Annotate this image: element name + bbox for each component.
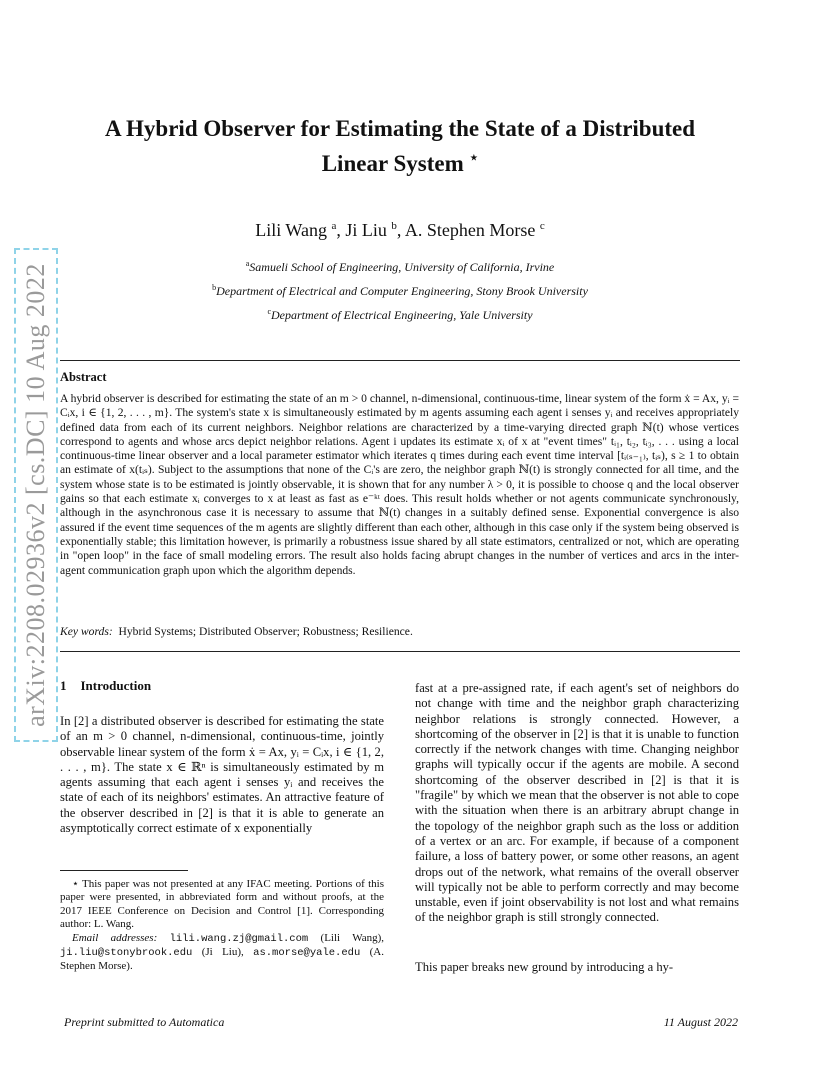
intro-right-column: fast at a pre-assigned rate, if each agent's set of neighbors do not change with time and the neighbor graph characterizing neighbor relations is strongly connected. However, a shortcoming of the observer in [2] is that it is unable to function correctly if the network changes with time. Changing neighbor graphs will typically occur if the agents are mobile. A second shortcoming of the observer described in [2] is that it is "fragile" by which we mean that the observer is not able to cope with the situation when there is an arbitrary abrupt change in the topology of the neighbor graph such as the loss or addition of a vertex or an arc. For example, if because of a component failure, a loss of battery power, or some other reasons, an agent drops out of the network, what remains of the overall observer will typically not be able to perform correctly and may become unstable, even if joint observability is not lost and what remains of the neighbor graph is still strongly connected. — [415, 681, 739, 925]
email-link[interactable]: as.morse@yale.edu — [253, 947, 361, 960]
affiliation-mark: b — [212, 283, 217, 292]
email-link[interactable]: lili.wang.zj@gmail.com — [169, 932, 309, 945]
author-name: Ji Liu — [345, 220, 387, 240]
keywords-label: Key words: — [60, 625, 113, 638]
footer-date: 11 August 2022 — [663, 1015, 738, 1029]
intro-left-column: In [2] a distributed observer is described for estimating the state of an m > 0 channel, n-dimensional, continuous-time, jointly observable linear system of the form ẋ = Ax, yᵢ = Cᵢx, i ∈ {1, 2, . . . , m}. The state x ∈ ℝⁿ is simultaneously estimated by m agents assuming that each agent i senses yᵢ and receives the state of each of its neighbors' estimates. An attractive feature of the observer described in [2] is that it is able to generate an asymptotically correct estimate of x exponentially — [60, 714, 384, 836]
affiliation-text: Department of Electrical Engineering, Yale University — [271, 308, 533, 322]
keywords-text: Hybrid Systems; Distributed Observer; Robustness; Resilience. — [118, 625, 413, 638]
email-label: Email addresses: — [72, 931, 158, 944]
abstract-top-rule — [60, 360, 740, 361]
author-affiliation-mark: c — [539, 220, 545, 232]
affiliation-mark: a — [245, 259, 250, 268]
footnote-mark: ⋆ — [72, 878, 79, 890]
paper-title — [60, 114, 740, 179]
author-affiliation-mark: a — [331, 220, 337, 232]
email-owner: (Ji Liu), — [201, 946, 244, 959]
affiliation — [60, 307, 740, 323]
arxiv-stamp-text: arXiv:2208.02936v2 [cs.DC] 10 Aug 2022 — [21, 263, 50, 727]
title-line-2-text: Linear System — [321, 151, 464, 176]
author-name: Lili Wang — [255, 220, 327, 240]
author-list: Lili Wang $^a$, Ji Liu $^b$, A. Stephen Morse $^c$ — [255, 220, 545, 240]
email-owner: (Lili Wang), — [320, 931, 385, 944]
title-footnote-mark: ⋆ — [469, 151, 479, 166]
affiliation — [60, 283, 740, 299]
title-line-1: A Hybrid Observer for Estimating the State of a Distributed — [104, 116, 696, 141]
footnote-text: This paper was not presented at any IFAC meeting. Portions of this paper were presented, in abbreviated form and without proofs, at the 2017 IEEE Conference on Decision and Control [1]. Corresponding author: L. Wang. — [60, 878, 384, 931]
affiliation-text: Department of Electrical and Computer Engineering, Stony Brook University — [216, 284, 588, 298]
intro-right-column-continued: This paper breaks new ground by introducing a hy- — [415, 960, 674, 974]
section-number: 1 — [60, 678, 67, 693]
footnote — [60, 878, 384, 974]
section-heading — [60, 678, 151, 694]
abstract-heading: Abstract — [60, 370, 107, 384]
footnote-rule — [60, 870, 188, 871]
affiliation — [60, 259, 740, 275]
footnote-paragraph — [60, 878, 384, 932]
abstract-bottom-rule — [60, 651, 740, 652]
footer-preprint-note: Preprint submitted to Automatica — [64, 1015, 225, 1029]
author-name: A. Stephen Morse — [404, 220, 536, 240]
abstract-body: A hybrid observer is described for estimating the state of an m > 0 channel, n-dimensional, continuous-time, linear system of the form ẋ = Ax, yᵢ = Cᵢx, i ∈ {1, 2, . . . , m}. The system's state x is simultaneously estimated by m agents assuming each agent i senses yᵢ and receives appropriately defined data from each of its current neighbors. Neighbor relations are characterized by a time-varying directed graph ℕ(t) whose vertices correspond to agents and whose arcs depict neighbor relations. Agent i updates its estimate xᵢ of x at "event times" tᵢ₁, tᵢ₂, tᵢ₃, . . . using a local continuous-time linear observer and a local parameter estimator which iterates q times during each event time interval [tᵢ₍ₛ₋₁₎, tᵢₛ), s ≥ 1 to obtain an estimate of x(tᵢₛ). Subject to the assumptions that none of the Cᵢ's are zero, the neighbor graph ℕ(t) is strongly connected for all time, and the system whose state is to be estimated is jointly observable, it is shown that for any number λ > 0, it is possible to choose q and the local observer gains so that each estimate xᵢ converges to x at least as fast as e⁻ᵏᵗ does. This result holds whether or not agents communicate synchronously, although in the asynchronous case it is necessary to assume that ℕ(t) changes in a suitably defined sense. Exponential convergence is also assured if the event time sequences of the m agents are slightly different than each other, although in this case only if the system being observed is exponentially stable; this limitation however, is primarily a robustness issue shared by all state estimators, centralized or not, which are operating in "open loop" in the face of small modeling errors. The result also holds facing abrupt changes in the number of vertices and arcs in the inter-agent communication graph upon which the algorithm depends. — [60, 392, 739, 577]
affiliation-mark: c — [267, 307, 272, 316]
footnote-emails — [60, 932, 384, 974]
email-owner: (A. Stephen Morse). — [60, 946, 384, 973]
title-line-2 — [60, 144, 740, 179]
affiliation-text: Samueli School of Engineering, University of California, Irvine — [249, 260, 555, 274]
email-link[interactable]: ji.liu@stonybrook.edu — [60, 947, 193, 960]
keywords — [60, 625, 740, 638]
author-affiliation-mark: b — [391, 220, 397, 232]
arxiv-stamp — [14, 248, 58, 742]
section-title: Introduction — [80, 678, 152, 693]
